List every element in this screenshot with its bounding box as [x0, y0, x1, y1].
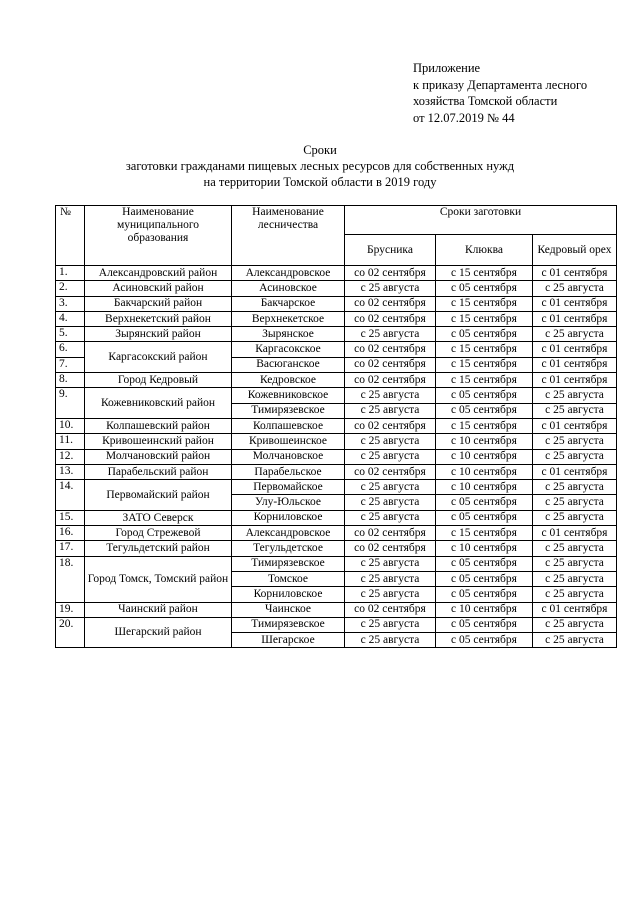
lingonberry-date-cell: с 25 августа	[345, 480, 436, 495]
appendix-line: к приказу Департамента лесного	[413, 77, 588, 92]
row-number: 5.	[56, 327, 85, 342]
forestry-cell: Александровское	[232, 526, 345, 541]
cranberry-date-cell: с 15 сентября	[436, 373, 533, 388]
row-number: 20.	[56, 617, 85, 648]
forestry-cell: Кедровское	[232, 373, 345, 388]
table-row	[56, 327, 617, 342]
cranberry-date-cell: с 05 сентября	[436, 587, 533, 602]
pine-nut-date-cell: с 25 августа	[533, 281, 617, 296]
pine-nut-date-cell: с 01 сентября	[533, 311, 617, 326]
lingonberry-date-cell: с 25 августа	[345, 633, 436, 648]
forestry-cell: Чаинское	[232, 602, 345, 617]
heading-subtitle: на территории Томской области в 2019 году	[203, 175, 437, 189]
lingonberry-date-cell: со 02 сентября	[345, 464, 436, 479]
table-row	[56, 296, 617, 311]
table-row	[56, 464, 617, 479]
lingonberry-date-cell: со 02 сентября	[345, 373, 436, 388]
table-row	[56, 602, 617, 617]
municipality-cell: Кривошеинский район	[85, 434, 232, 449]
row-number: 19.	[56, 602, 85, 617]
municipality-cell: Зырянский район	[85, 327, 232, 342]
municipality-cell: Верхнекетский район	[85, 311, 232, 326]
table-row	[56, 388, 617, 403]
pine-nut-date-cell: с 01 сентября	[533, 357, 617, 372]
table-row	[56, 526, 617, 541]
table-row	[56, 510, 617, 525]
table-row	[56, 266, 617, 281]
forestry-cell: Асиновское	[232, 281, 345, 296]
pine-nut-date-cell: с 25 августа	[533, 571, 617, 586]
row-number: 6.	[56, 342, 85, 357]
table-row	[56, 281, 617, 296]
lingonberry-date-cell: с 25 августа	[345, 617, 436, 632]
row-number: 12.	[56, 449, 85, 464]
forestry-cell: Томское	[232, 571, 345, 586]
municipality-cell: Первомайский район	[85, 480, 232, 511]
header-terms: Сроки заготовки	[345, 206, 617, 235]
pine-nut-date-cell: с 01 сентября	[533, 602, 617, 617]
lingonberry-date-cell: со 02 сентября	[345, 266, 436, 281]
lingonberry-date-cell: с 25 августа	[345, 388, 436, 403]
cranberry-date-cell: с 05 сентября	[436, 281, 533, 296]
row-number: 18.	[56, 556, 85, 602]
lingonberry-date-cell: с 25 августа	[345, 327, 436, 342]
forestry-cell: Бакчарское	[232, 296, 345, 311]
header-forestry: Наименование лесничества	[232, 206, 345, 266]
table-row	[56, 480, 617, 495]
header-num: №	[56, 206, 85, 266]
cranberry-date-cell: с 15 сентября	[436, 526, 533, 541]
table-body	[56, 266, 617, 648]
forestry-cell: Каргасокское	[232, 342, 345, 357]
forestry-cell: Тимирязевское	[232, 556, 345, 571]
lingonberry-date-cell: со 02 сентября	[345, 418, 436, 433]
table-row	[56, 556, 617, 571]
forestry-cell: Шегарское	[232, 633, 345, 648]
cranberry-date-cell: с 10 сентября	[436, 602, 533, 617]
municipality-cell: Город Стрежевой	[85, 526, 232, 541]
heading-title: Сроки	[303, 143, 337, 157]
lingonberry-date-cell: с 25 августа	[345, 571, 436, 586]
forestry-cell: Кривошеинское	[232, 434, 345, 449]
header-pine-nut: Кедровый орех	[533, 235, 617, 266]
pine-nut-date-cell: с 25 августа	[533, 510, 617, 525]
pine-nut-date-cell: с 25 августа	[533, 388, 617, 403]
row-number: 16.	[56, 526, 85, 541]
row-number: 9.	[56, 388, 85, 419]
pine-nut-date-cell: с 25 августа	[533, 449, 617, 464]
lingonberry-date-cell: со 02 сентября	[345, 526, 436, 541]
municipality-cell: Асиновский район	[85, 281, 232, 296]
row-number: 15.	[56, 510, 85, 525]
lingonberry-date-cell: с 25 августа	[345, 434, 436, 449]
forestry-cell: Тимирязевское	[232, 403, 345, 418]
pine-nut-date-cell: с 01 сентября	[533, 526, 617, 541]
cranberry-date-cell: с 05 сентября	[436, 617, 533, 632]
table-row	[56, 311, 617, 326]
cranberry-date-cell: с 15 сентября	[436, 311, 533, 326]
pine-nut-date-cell: с 01 сентября	[533, 418, 617, 433]
municipality-cell: Колпашевский район	[85, 418, 232, 433]
forestry-cell: Улу-Юльское	[232, 495, 345, 510]
document-heading	[0, 142, 640, 190]
table-row	[56, 418, 617, 433]
forestry-cell: Тегульдетское	[232, 541, 345, 556]
cranberry-date-cell: с 05 сентября	[436, 633, 533, 648]
appendix-line: хозяйства Томской области	[413, 94, 558, 108]
lingonberry-date-cell: с 25 августа	[345, 449, 436, 464]
cranberry-date-cell: с 15 сентября	[436, 342, 533, 357]
pine-nut-date-cell: с 01 сентября	[533, 296, 617, 311]
table-row	[56, 342, 617, 357]
pine-nut-date-cell: с 25 августа	[533, 403, 617, 418]
cranberry-date-cell: с 05 сентября	[436, 495, 533, 510]
municipality-cell: Парабельский район	[85, 464, 232, 479]
forestry-cell: Александровское	[232, 266, 345, 281]
appendix-block	[413, 60, 587, 126]
cranberry-date-cell: с 05 сентября	[436, 556, 533, 571]
forestry-cell: Первомайское	[232, 480, 345, 495]
cranberry-date-cell: с 10 сентября	[436, 464, 533, 479]
cranberry-date-cell: с 15 сентября	[436, 418, 533, 433]
lingonberry-date-cell: с 25 августа	[345, 495, 436, 510]
row-number: 14.	[56, 480, 85, 511]
row-number: 10.	[56, 418, 85, 433]
forestry-cell: Кожевниковское	[232, 388, 345, 403]
municipality-cell: Александровский район	[85, 266, 232, 281]
cranberry-date-cell: с 15 сентября	[436, 296, 533, 311]
municipality-cell: Город Кедровый	[85, 373, 232, 388]
municipality-cell: Бакчарский район	[85, 296, 232, 311]
municipality-cell: Шегарский район	[85, 617, 232, 648]
pine-nut-date-cell: с 01 сентября	[533, 464, 617, 479]
municipality-cell: Тегульдетский район	[85, 541, 232, 556]
cranberry-date-cell: с 05 сентября	[436, 571, 533, 586]
lingonberry-date-cell: с 25 августа	[345, 556, 436, 571]
appendix-line: от 12.07.2019 № 44	[413, 110, 515, 125]
forestry-cell: Колпашевское	[232, 418, 345, 433]
municipality-cell: Город Томск, Томский район	[85, 556, 232, 602]
pine-nut-date-cell: с 25 августа	[533, 617, 617, 632]
cranberry-date-cell: с 10 сентября	[436, 541, 533, 556]
lingonberry-date-cell: с 25 августа	[345, 510, 436, 525]
forestry-cell: Молчановское	[232, 449, 345, 464]
forestry-cell: Парабельское	[232, 464, 345, 479]
lingonberry-date-cell: со 02 сентября	[345, 296, 436, 311]
table-row	[56, 434, 617, 449]
row-number: 7.	[56, 357, 85, 372]
pine-nut-date-cell: с 25 августа	[533, 495, 617, 510]
forestry-cell: Корниловское	[232, 510, 345, 525]
municipality-cell: Молчановский район	[85, 449, 232, 464]
pine-nut-date-cell: с 25 августа	[533, 541, 617, 556]
pine-nut-date-cell: с 01 сентября	[533, 342, 617, 357]
cranberry-date-cell: с 05 сентября	[436, 327, 533, 342]
header-lingonberry: Брусника	[345, 235, 436, 266]
forestry-cell: Зырянское	[232, 327, 345, 342]
municipality-cell: Чаинский район	[85, 602, 232, 617]
forestry-cell: Корниловское	[232, 587, 345, 602]
pine-nut-date-cell: с 25 августа	[533, 327, 617, 342]
row-number: 1.	[56, 266, 85, 281]
header-cranberry: Клюква	[436, 235, 533, 266]
table-row	[56, 449, 617, 464]
table-row	[56, 541, 617, 556]
forestry-cell: Тимирязевское	[232, 617, 345, 632]
cranberry-date-cell: с 10 сентября	[436, 434, 533, 449]
lingonberry-date-cell: со 02 сентября	[345, 357, 436, 372]
row-number: 13.	[56, 464, 85, 479]
cranberry-date-cell: с 10 сентября	[436, 480, 533, 495]
municipality-cell: Кожевниковский район	[85, 388, 232, 419]
forestry-cell: Васюганское	[232, 357, 345, 372]
cranberry-date-cell: с 05 сентября	[436, 403, 533, 418]
cranberry-date-cell: с 05 сентября	[436, 388, 533, 403]
schedule-table	[55, 205, 617, 648]
lingonberry-date-cell: со 02 сентября	[345, 602, 436, 617]
row-number: 2.	[56, 281, 85, 296]
municipality-cell: ЗАТО Северск	[85, 510, 232, 525]
row-number: 4.	[56, 311, 85, 326]
row-number: 11.	[56, 434, 85, 449]
row-number: 3.	[56, 296, 85, 311]
cranberry-date-cell: с 10 сентября	[436, 449, 533, 464]
pine-nut-date-cell: с 25 августа	[533, 480, 617, 495]
appendix-line: Приложение	[413, 61, 481, 75]
pine-nut-date-cell: с 25 августа	[533, 587, 617, 602]
row-number: 8.	[56, 373, 85, 388]
cranberry-date-cell: с 05 сентября	[436, 510, 533, 525]
table-row	[56, 373, 617, 388]
lingonberry-date-cell: со 02 сентября	[345, 541, 436, 556]
row-number: 17.	[56, 541, 85, 556]
header-municipality: Наименование муниципального образования	[85, 206, 232, 266]
cranberry-date-cell: с 15 сентября	[436, 357, 533, 372]
pine-nut-date-cell: с 01 сентября	[533, 266, 617, 281]
forestry-cell: Верхнекетское	[232, 311, 345, 326]
pine-nut-date-cell: с 25 августа	[533, 556, 617, 571]
cranberry-date-cell: с 15 сентября	[436, 266, 533, 281]
pine-nut-date-cell: с 25 августа	[533, 633, 617, 648]
pine-nut-date-cell: с 25 августа	[533, 434, 617, 449]
table-row	[56, 617, 617, 632]
pine-nut-date-cell: с 01 сентября	[533, 373, 617, 388]
lingonberry-date-cell: со 02 сентября	[345, 311, 436, 326]
heading-subtitle: заготовки гражданами пищевых лесных ресурсов для собственных нужд	[125, 159, 515, 173]
lingonberry-date-cell: с 25 августа	[345, 587, 436, 602]
lingonberry-date-cell: с 25 августа	[345, 281, 436, 296]
lingonberry-date-cell: с 25 августа	[345, 403, 436, 418]
municipality-cell: Каргасокский район	[85, 342, 232, 373]
lingonberry-date-cell: со 02 сентября	[345, 342, 436, 357]
